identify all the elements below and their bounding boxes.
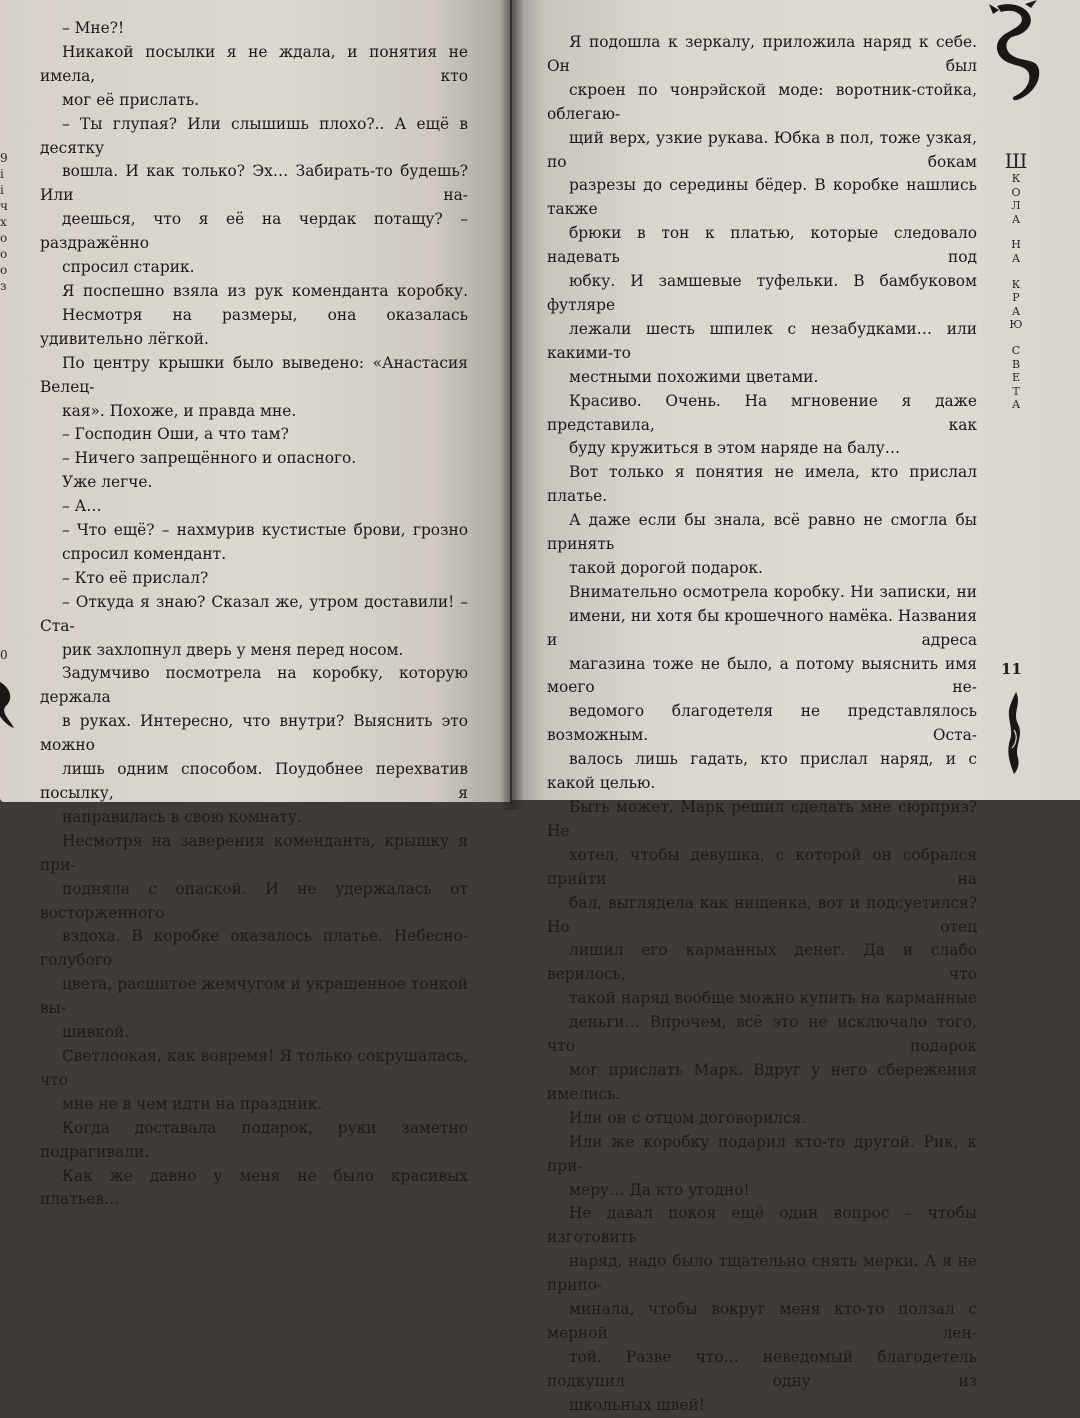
text-line: Светлоокая, как вовремя! Я только сокрушалась, что (40, 1046, 468, 1089)
paragraph (40, 519, 468, 567)
left-edge-running-title (0, 150, 10, 294)
text-line: мне не в чем идти на праздник. (62, 1094, 323, 1113)
edge-letter: з (0, 279, 7, 293)
text-line: деньги… Впрочем, всё это не исключало того, что подарок (547, 1013, 977, 1056)
paragraph (40, 423, 468, 447)
running-title-letter: В (1011, 357, 1021, 371)
text-line: Красиво. Очень. На мгновение я даже представила, как (547, 391, 977, 434)
edge-letter: х (0, 215, 7, 229)
text-line: Несмотря на размеры, она оказалась удивительно лёгкой. (40, 305, 468, 348)
edge-letter: і (0, 183, 4, 197)
running-title-letter: А (1011, 212, 1021, 226)
text-line: юбку. И замшевые туфельки. В бамбуковом футляре (547, 272, 977, 314)
paragraph (40, 662, 468, 829)
text-line: По центру крышки было выведено: «Анастасия Велец- (40, 353, 468, 396)
paragraph (40, 352, 468, 424)
text-line: мог её прислать. (62, 90, 200, 109)
text-line: – Ничего запрещённого и опасного. (62, 449, 357, 468)
text-line: магазина тоже не было, а потому выяснить имя моего не- (547, 654, 977, 697)
text-line: брюки в тон к платью, которые следовало надевать под (547, 224, 977, 267)
paragraph (40, 17, 468, 41)
paragraph (40, 1117, 468, 1213)
paragraph (547, 796, 977, 1131)
paragraph (40, 1045, 468, 1117)
text-line: такой дорогой подарок. (569, 558, 763, 577)
text-line: Я поспешно взяла из рук коменданта коробку. (62, 281, 468, 300)
text-line: лишь одним способом. Поудобнее перехватив посылку, я (40, 760, 468, 802)
text-line: – Что ещё? – нахмурив кустистые брови, грозно (62, 521, 468, 540)
paragraph (40, 471, 468, 495)
text-line: Быть может, Марк решил сделать мне сюрприз? Не (547, 798, 977, 840)
edge-letter: о (0, 263, 8, 277)
text-line: школьных швей! (569, 1395, 705, 1414)
running-title-letter: О (1011, 185, 1021, 199)
text-line: Несмотря на заверения коменданта, крышку я при- (40, 831, 468, 874)
text-line: той. Разве что… неведомый благодетель подкупил одну из (547, 1347, 977, 1390)
paragraph (547, 390, 977, 462)
text-line: мог прислать Марк. Вдруг у него сбережения имелись. (547, 1060, 977, 1103)
text-line: деешься, что я её на чердак потащу? – раздражённо (40, 210, 468, 253)
text-line: цвета, расшитое жемчугом и украшенное тонкой вы- (40, 975, 468, 1018)
text-line: ведомого благодетеля не представлялось возможным. Оста- (547, 702, 977, 745)
text-line: Или он с отцом договорился. (569, 1108, 807, 1127)
text-line: хотел, чтобы девушка, с которой он собрался прийти на (547, 845, 977, 888)
text-line: А даже если бы знала, всё равно не смогла бы принять (547, 511, 977, 554)
running-title-letter: К (1011, 172, 1021, 185)
left-page-number: 0 (0, 648, 8, 662)
text-line: рик захлопнул дверь у меня перед носом. (62, 640, 404, 659)
text-line: подняла с опаской. И не удержалась от восторженного (40, 879, 468, 922)
text-line: лишил его карманных денег. Да и слабо верилось, что (547, 941, 977, 984)
text-line: Уже легче. (62, 473, 153, 492)
edge-letter: 9 (0, 151, 8, 165)
paragraph (547, 31, 977, 390)
text-line: скроен по чонрэйской моде: воротник-стойка, облегаю- (547, 80, 977, 123)
book-gutter (500, 0, 524, 810)
text-line: местными похожими цветами. (569, 367, 819, 386)
running-title-letter: Н (1011, 238, 1021, 252)
text-line: – Откуда я знаю? Сказал же, утром доставили! – Ста- (40, 592, 468, 635)
text-line: Задумчиво посмотрела на коробку, которую держала (40, 664, 468, 707)
text-line: Когда доставала подарок, руки заметно подрагивали. (40, 1118, 468, 1161)
text-line: – Кто её прислал? (62, 568, 209, 587)
left-ornament-icon (0, 676, 22, 736)
text-line: шивкой. (62, 1023, 130, 1042)
text-line: в руках. Интересно, что внутри? Выяснить это можно (40, 712, 468, 755)
text-line: – А… (62, 497, 102, 516)
edge-letter: о (0, 247, 8, 261)
running-title-letter: С (1011, 343, 1021, 357)
paragraph (40, 280, 468, 352)
running-title-letter: К (1011, 277, 1021, 291)
text-line: – Господин Оши, а что там? (62, 425, 289, 444)
text-line: Я подошла к зеркалу, приложила наряд к себе. Он был (547, 33, 977, 75)
left-page-text (40, 17, 468, 1212)
paragraph (40, 830, 468, 1045)
text-line: лежали шесть шпилек с незабудками… или какими-то (547, 319, 977, 362)
text-line: буду кружиться в этом наряде на балу… (569, 439, 901, 458)
text-line: Никакой посылки я не ждала, и понятия не имела, кто (40, 42, 468, 85)
running-title-letter: Л (1011, 199, 1021, 213)
text-line: меру… Да кто угодно! (569, 1180, 750, 1199)
paragraph (547, 1202, 977, 1417)
running-title-letter: А (1011, 398, 1021, 412)
running-title-letter: Т (1012, 384, 1020, 398)
text-line: Или же коробку подарил кто-то другой. Рик, к при- (547, 1132, 977, 1175)
page-number: 11 (1001, 660, 1022, 678)
text-line: – Ты глупая? Или слышишь плохо?.. А ещё в десятку (40, 114, 468, 157)
dragon-ornament-icon (985, 0, 1055, 110)
text-line: Как же давно у меня не было красивых платьев… (40, 1166, 468, 1209)
text-line: бал, выглядела как нищенка, вот и подсуетился? Но отец (547, 893, 977, 936)
paragraph (40, 41, 468, 113)
running-title-vertical (1002, 150, 1030, 412)
text-line: – Мне?! (62, 19, 125, 37)
paragraph (40, 113, 468, 280)
edge-letter: і (0, 167, 4, 181)
edge-letter: о (0, 231, 8, 245)
text-line: кая». Похоже, и правда мне. (62, 401, 297, 420)
text-line: наряд, надо было тщательно снять мерки. А я не припо- (547, 1252, 977, 1295)
text-line: вошла. И как только? Эх… Забирать-то будешь? Или на- (40, 162, 468, 205)
paragraph (40, 495, 468, 519)
text-line: имени, ни хотя бы крошечного намёка. Названия и адреса (547, 606, 977, 649)
paragraph (40, 591, 468, 663)
paragraph (547, 1131, 977, 1203)
text-line: спросил комендант. (62, 544, 227, 563)
flame-ornament-icon (1000, 690, 1030, 775)
running-title-letter: Р (1012, 291, 1020, 305)
running-title-letter: А (1011, 304, 1021, 318)
running-title-letter: А (1011, 251, 1021, 265)
paragraph (40, 567, 468, 591)
text-line: щий верх, узкие рукава. Юбка в пол, тоже узкая, по бокам (547, 128, 977, 171)
paragraph (547, 581, 977, 796)
running-title-first-letter: Ш (1004, 149, 1028, 173)
text-line: разрезы до середины бёдер. В коробке нашлись также (547, 176, 977, 219)
text-line: Внимательно осмотрела коробку. Ни записки, ни (569, 582, 977, 601)
text-line: валось лишь гадать, кто прислал наряд, и с какой целью. (547, 750, 977, 793)
running-title-letter: Е (1011, 371, 1021, 385)
text-line: направилась в свою комнату. (62, 807, 302, 826)
text-line: Не давал покоя ещё один вопрос – чтобы изготовить (547, 1204, 977, 1247)
running-title-letter: Ю (1009, 318, 1023, 332)
text-line: Вот только я понятия не имела, кто прислал платье. (547, 463, 977, 506)
right-page-text (547, 31, 977, 1418)
paragraph (547, 461, 977, 581)
paragraph (40, 447, 468, 471)
text-line: спросил старик. (62, 258, 195, 277)
text-line: вздоха. В коробке оказалось платье. Небесно-голубого (40, 927, 468, 970)
edge-letter: ч (0, 199, 8, 213)
text-line: минала, чтобы вокруг меня кто-то ползал с мерной лен- (547, 1300, 977, 1342)
text-line: такой наряд вообще можно купить на карманные (569, 989, 977, 1008)
